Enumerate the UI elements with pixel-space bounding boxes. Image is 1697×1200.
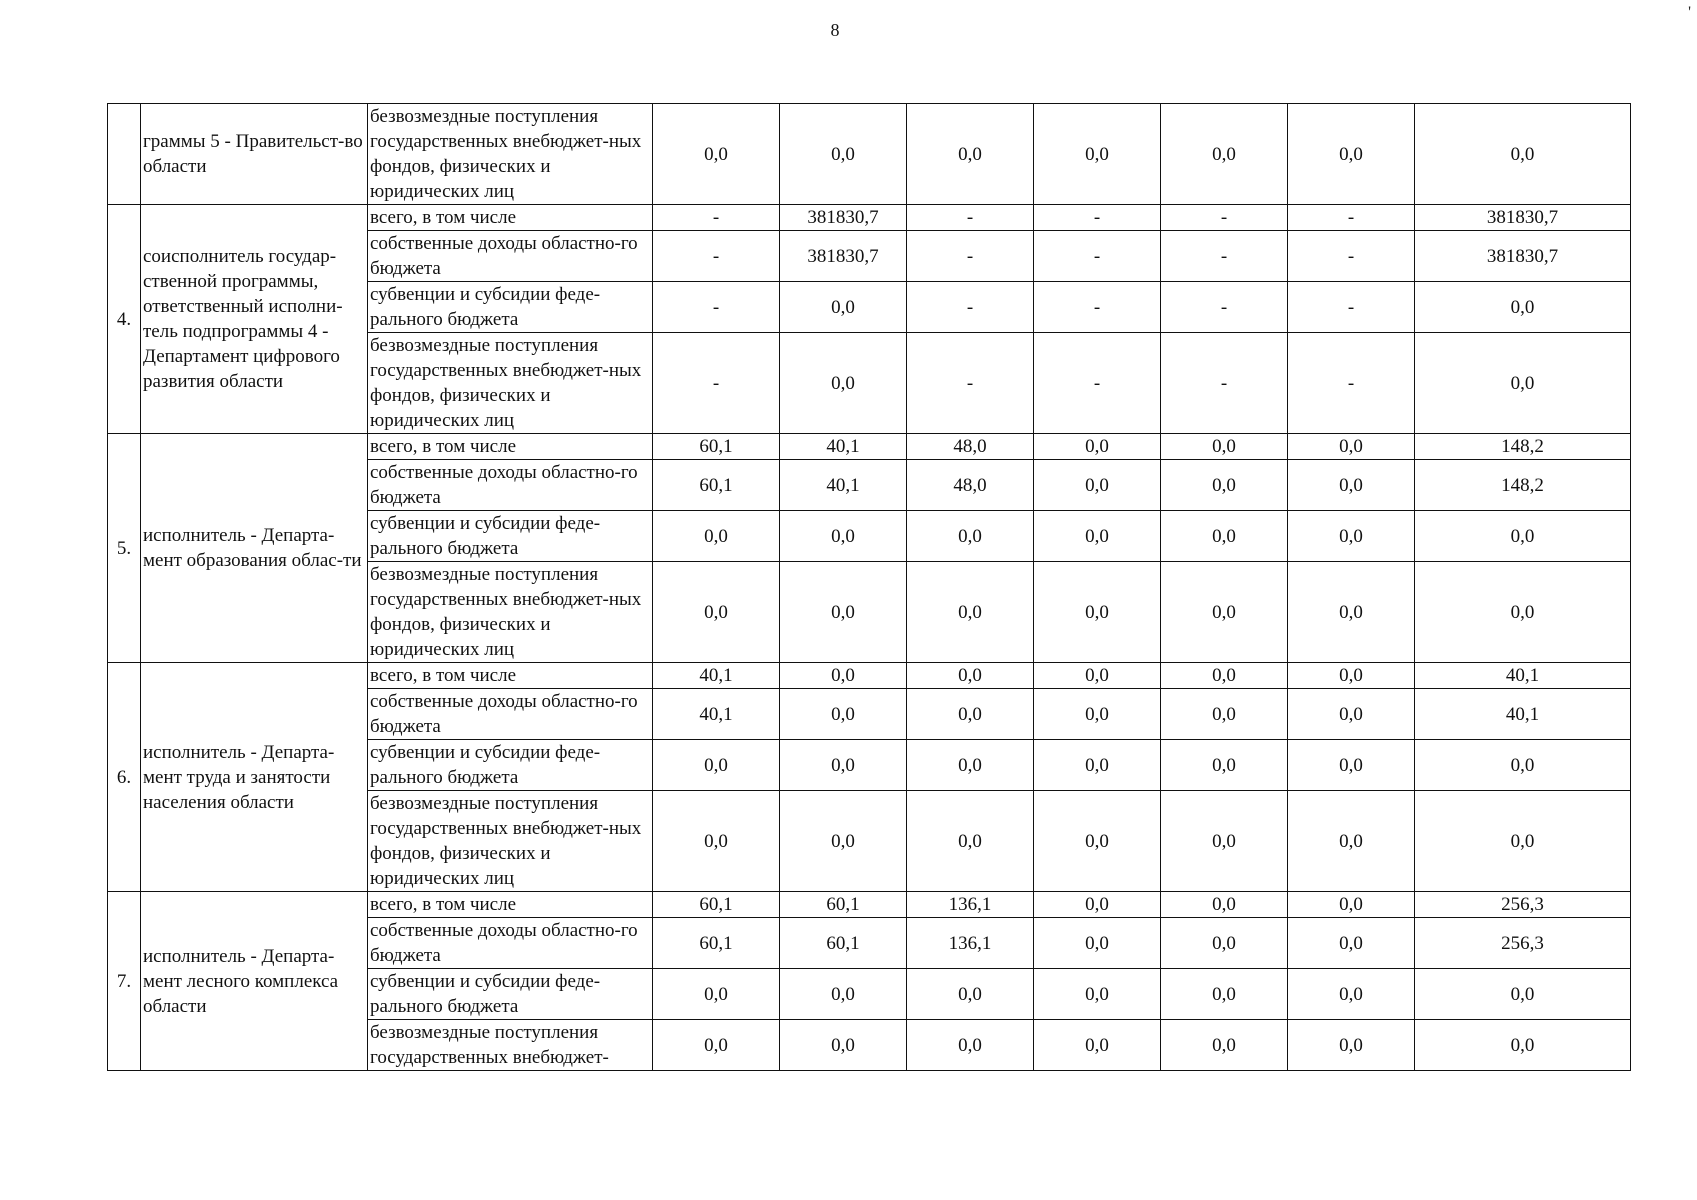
- value-cell: 0,0: [780, 511, 907, 562]
- total-value-cell: 0,0: [1415, 791, 1631, 892]
- value-cell: 0,0: [1161, 511, 1288, 562]
- value-cell: 0,0: [780, 104, 907, 205]
- funding-source-cell: собственные доходы областно-го бюджета: [368, 689, 653, 740]
- funding-source-cell: собственные доходы областно-го бюджета: [368, 460, 653, 511]
- value-cell: 0,0: [1161, 460, 1288, 511]
- funding-source-cell: всего, в том числе: [368, 663, 653, 689]
- value-cell: 0,0: [653, 969, 780, 1020]
- executor-cell: граммы 5 - Правительст-во области: [141, 104, 368, 205]
- row-number: [108, 104, 141, 205]
- funding-source-cell: безвозмездные поступления государственных внебюджет-ных фондов, физических и юридических лиц: [368, 791, 653, 892]
- funding-source-cell: всего, в том числе: [368, 205, 653, 231]
- funding-source-cell: субвенции и субсидии феде-рального бюджета: [368, 740, 653, 791]
- value-cell: 0,0: [1161, 918, 1288, 969]
- total-value-cell: 0,0: [1415, 282, 1631, 333]
- value-cell: 0,0: [1161, 104, 1288, 205]
- value-cell: -: [653, 231, 780, 282]
- funding-source-cell: всего, в том числе: [368, 892, 653, 918]
- value-cell: 0,0: [1034, 104, 1161, 205]
- executor-cell: соисполнитель государ-ственной программы, ответственный исполни-тель подпрограммы 4 - Департамент цифрового развития области: [141, 205, 368, 434]
- value-cell: 0,0: [907, 104, 1034, 205]
- table-row: [108, 892, 1631, 918]
- value-cell: 40,1: [653, 663, 780, 689]
- value-cell: 0,0: [1288, 1020, 1415, 1071]
- funding-source-cell: собственные доходы областно-го бюджета: [368, 918, 653, 969]
- table-row: [108, 205, 1631, 231]
- value-cell: 136,1: [907, 892, 1034, 918]
- funding-source-cell: субвенции и субсидии феде-рального бюджета: [368, 282, 653, 333]
- value-cell: 0,0: [1288, 663, 1415, 689]
- funding-source-cell: безвозмездные поступления государственных внебюджет-ных фондов, физических и юридических лиц: [368, 104, 653, 205]
- funding-source-cell: субвенции и субсидии феде-рального бюджета: [368, 969, 653, 1020]
- value-cell: 0,0: [1034, 460, 1161, 511]
- value-cell: -: [907, 333, 1034, 434]
- value-cell: -: [1034, 333, 1161, 434]
- value-cell: 48,0: [907, 434, 1034, 460]
- value-cell: 381830,7: [780, 205, 907, 231]
- total-value-cell: 148,2: [1415, 434, 1631, 460]
- value-cell: 0,0: [1288, 740, 1415, 791]
- row-number: 6.: [108, 663, 141, 892]
- value-cell: 0,0: [907, 562, 1034, 663]
- value-cell: 0,0: [1034, 689, 1161, 740]
- value-cell: 0,0: [1161, 892, 1288, 918]
- value-cell: 0,0: [780, 740, 907, 791]
- value-cell: 0,0: [1034, 969, 1161, 1020]
- value-cell: 0,0: [780, 689, 907, 740]
- total-value-cell: 0,0: [1415, 1020, 1631, 1071]
- value-cell: 0,0: [653, 511, 780, 562]
- funding-source-cell: безвозмездные поступления государственных внебюджет-ных фондов, физических и юридических лиц: [368, 562, 653, 663]
- value-cell: 0,0: [1288, 918, 1415, 969]
- total-value-cell: 256,3: [1415, 892, 1631, 918]
- funding-source-cell: безвозмездные поступления государственных внебюджет-ных фондов, физических и юридических лиц: [368, 333, 653, 434]
- value-cell: 0,0: [1161, 562, 1288, 663]
- value-cell: 0,0: [653, 104, 780, 205]
- total-value-cell: 381830,7: [1415, 205, 1631, 231]
- executor-cell: исполнитель - Департа-мент образования облас-ти: [141, 434, 368, 663]
- value-cell: 0,0: [1288, 791, 1415, 892]
- value-cell: 0,0: [1161, 740, 1288, 791]
- value-cell: -: [907, 205, 1034, 231]
- value-cell: 0,0: [1288, 689, 1415, 740]
- value-cell: 0,0: [907, 969, 1034, 1020]
- value-cell: 0,0: [780, 333, 907, 434]
- total-value-cell: 148,2: [1415, 460, 1631, 511]
- value-cell: 0,0: [1034, 918, 1161, 969]
- total-value-cell: 0,0: [1415, 511, 1631, 562]
- value-cell: -: [653, 333, 780, 434]
- value-cell: -: [1034, 282, 1161, 333]
- executor-cell: исполнитель - Департа-мент лесного комплекса области: [141, 892, 368, 1071]
- table-row: [108, 434, 1631, 460]
- funding-source-cell: всего, в том числе: [368, 434, 653, 460]
- value-cell: 0,0: [1034, 663, 1161, 689]
- value-cell: 0,0: [1161, 689, 1288, 740]
- value-cell: 381830,7: [780, 231, 907, 282]
- value-cell: -: [1161, 205, 1288, 231]
- value-cell: -: [1161, 333, 1288, 434]
- table-row: [108, 104, 1631, 205]
- funding-source-cell: собственные доходы областно-го бюджета: [368, 231, 653, 282]
- value-cell: 0,0: [1034, 740, 1161, 791]
- value-cell: -: [1288, 333, 1415, 434]
- value-cell: -: [1288, 282, 1415, 333]
- value-cell: 0,0: [653, 1020, 780, 1071]
- value-cell: 40,1: [780, 434, 907, 460]
- value-cell: 0,0: [1034, 562, 1161, 663]
- value-cell: -: [907, 282, 1034, 333]
- page-number: 8: [830, 20, 840, 40]
- value-cell: 40,1: [780, 460, 907, 511]
- value-cell: 0,0: [907, 1020, 1034, 1071]
- value-cell: 0,0: [1034, 892, 1161, 918]
- value-cell: -: [1161, 231, 1288, 282]
- value-cell: -: [1034, 231, 1161, 282]
- value-cell: 0,0: [907, 791, 1034, 892]
- value-cell: -: [1288, 231, 1415, 282]
- executor-cell: исполнитель - Департа-мент труда и занятости населения области: [141, 663, 368, 892]
- value-cell: 0,0: [1161, 663, 1288, 689]
- value-cell: 0,0: [1288, 562, 1415, 663]
- value-cell: 0,0: [780, 791, 907, 892]
- value-cell: -: [1161, 282, 1288, 333]
- total-value-cell: 0,0: [1415, 969, 1631, 1020]
- total-value-cell: 0,0: [1415, 562, 1631, 663]
- value-cell: 0,0: [1161, 434, 1288, 460]
- total-value-cell: 40,1: [1415, 663, 1631, 689]
- value-cell: 0,0: [1288, 892, 1415, 918]
- value-cell: 0,0: [907, 511, 1034, 562]
- value-cell: -: [1034, 205, 1161, 231]
- value-cell: 0,0: [1288, 434, 1415, 460]
- value-cell: 0,0: [653, 791, 780, 892]
- row-number: 5.: [108, 434, 141, 663]
- table-body: [108, 104, 1631, 1071]
- value-cell: 60,1: [780, 892, 907, 918]
- value-cell: 60,1: [780, 918, 907, 969]
- edge-mark: ': [1688, 4, 1691, 21]
- value-cell: 60,1: [653, 460, 780, 511]
- value-cell: 0,0: [780, 562, 907, 663]
- value-cell: 136,1: [907, 918, 1034, 969]
- value-cell: 0,0: [780, 282, 907, 333]
- value-cell: 0,0: [1161, 791, 1288, 892]
- total-value-cell: 0,0: [1415, 104, 1631, 205]
- total-value-cell: 0,0: [1415, 740, 1631, 791]
- total-value-cell: 40,1: [1415, 689, 1631, 740]
- value-cell: 0,0: [907, 740, 1034, 791]
- value-cell: 0,0: [1034, 791, 1161, 892]
- value-cell: 0,0: [1034, 511, 1161, 562]
- value-cell: 0,0: [1288, 969, 1415, 1020]
- value-cell: 0,0: [780, 969, 907, 1020]
- value-cell: 0,0: [780, 1020, 907, 1071]
- value-cell: 0,0: [1034, 1020, 1161, 1071]
- value-cell: 0,0: [653, 562, 780, 663]
- table-row: [108, 663, 1631, 689]
- value-cell: 48,0: [907, 460, 1034, 511]
- value-cell: 0,0: [907, 663, 1034, 689]
- total-value-cell: 381830,7: [1415, 231, 1631, 282]
- value-cell: 60,1: [653, 434, 780, 460]
- value-cell: 0,0: [1161, 1020, 1288, 1071]
- value-cell: 0,0: [1288, 511, 1415, 562]
- value-cell: 40,1: [653, 689, 780, 740]
- value-cell: -: [653, 282, 780, 333]
- funding-source-cell: субвенции и субсидии феде-рального бюджета: [368, 511, 653, 562]
- value-cell: 0,0: [1288, 104, 1415, 205]
- value-cell: -: [653, 205, 780, 231]
- value-cell: -: [1288, 205, 1415, 231]
- funding-source-cell: безвозмездные поступления государственных внебюджет-: [368, 1020, 653, 1071]
- total-value-cell: 0,0: [1415, 333, 1631, 434]
- budget-table: [107, 103, 1631, 1071]
- value-cell: 0,0: [780, 663, 907, 689]
- value-cell: 0,0: [653, 740, 780, 791]
- value-cell: 0,0: [1161, 969, 1288, 1020]
- row-number: 4.: [108, 205, 141, 434]
- value-cell: -: [907, 231, 1034, 282]
- value-cell: 0,0: [907, 689, 1034, 740]
- value-cell: 0,0: [1034, 434, 1161, 460]
- total-value-cell: 256,3: [1415, 918, 1631, 969]
- value-cell: 60,1: [653, 918, 780, 969]
- value-cell: 0,0: [1288, 460, 1415, 511]
- row-number: 7.: [108, 892, 141, 1071]
- value-cell: 60,1: [653, 892, 780, 918]
